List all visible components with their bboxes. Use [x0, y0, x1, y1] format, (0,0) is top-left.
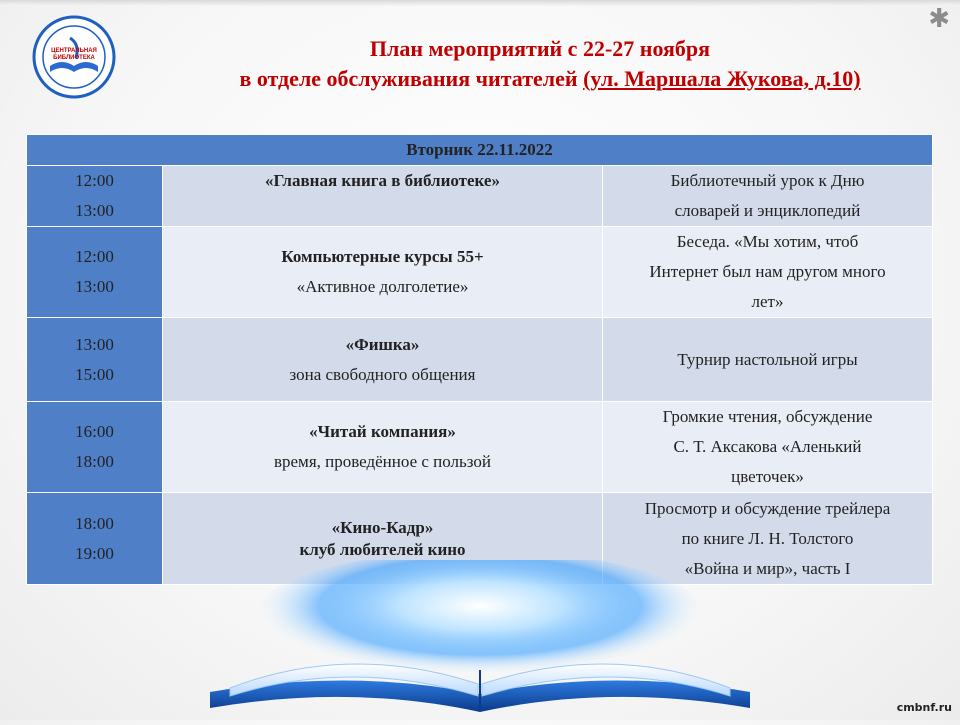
end-time: 19:00 — [75, 543, 114, 563]
event-subtitle: зона свободного общения — [289, 364, 476, 384]
event-subtitle: клуб любителей кино — [299, 539, 466, 559]
title-line1: План мероприятий с 22-27 ноября — [369, 36, 711, 61]
description-line: Библиотечный урок к Дню — [670, 171, 865, 190]
event-title: «Читай компания» — [309, 422, 456, 441]
page-title — [130, 34, 950, 94]
svg-text:ЦЕНТРАЛЬНАЯ: ЦЕНТРАЛЬНАЯ — [51, 48, 97, 54]
svg-text:БИБЛИОТЕКА: БИБЛИОТЕКА — [53, 55, 95, 61]
table-row — [27, 227, 933, 318]
description-cell — [603, 166, 933, 227]
table-row — [27, 318, 933, 402]
title-line2 — [130, 64, 950, 94]
description-line: Беседа. «Мы хотим, чтоб — [676, 232, 859, 251]
time-cell — [27, 318, 163, 402]
schedule-table — [26, 134, 933, 585]
start-time: 12:00 — [75, 171, 114, 190]
description-line: Интернет был нам другом много — [649, 262, 886, 281]
start-time: 12:00 — [75, 247, 114, 266]
event-subtitle: «Активное долголетие» — [296, 277, 469, 296]
time-cell — [27, 166, 163, 227]
start-time: 18:00 — [75, 513, 114, 533]
event-cell — [163, 318, 603, 402]
description-line: лет» — [751, 292, 784, 311]
start-time: 16:00 — [75, 422, 114, 441]
description-line: Турнир настольной игры — [677, 349, 858, 369]
event-subtitle: время, проведённое с пользой — [273, 452, 491, 471]
description-line: Просмотр и обсуждение трейлера — [644, 498, 891, 518]
event-cell — [163, 402, 603, 493]
end-time: 13:00 — [75, 201, 114, 220]
description-cell — [603, 402, 933, 493]
time-cell — [27, 227, 163, 318]
open-book-icon — [200, 560, 760, 720]
watermark: cmbnf.ru — [896, 701, 952, 714]
table-row — [27, 166, 933, 227]
start-time: 13:00 — [75, 334, 114, 354]
title-line2-prefix: в отделе обслуживания читателей — [239, 66, 584, 91]
description-line: С. Т. Аксакова «Аленький — [673, 437, 862, 456]
end-time: 18:00 — [75, 452, 114, 471]
description-line: словарей и энциклопедий — [674, 201, 861, 220]
day-header: Вторник 22.11.2022 — [27, 135, 933, 166]
description-cell — [603, 227, 933, 318]
description-cell — [603, 318, 933, 402]
title-address: (ул. Маршала Жукова, д.10) — [583, 66, 861, 91]
star-icon: ✱ — [928, 4, 950, 34]
library-logo — [30, 14, 118, 100]
table-row — [27, 402, 933, 493]
event-title: «Фишка» — [345, 334, 420, 354]
description-line: цветочек» — [731, 467, 804, 486]
event-title: «Главная книга в библиотеке» — [265, 171, 500, 190]
event-title: Компьютерные курсы 55+ — [281, 247, 484, 266]
time-cell — [27, 402, 163, 493]
event-cell — [163, 166, 603, 227]
description-line: по книге Л. Н. Толстого — [681, 528, 854, 548]
event-title: «Кино-Кадр» — [331, 517, 434, 537]
time-cell — [27, 493, 163, 585]
description-line: «Война и мир», часть I — [684, 558, 851, 578]
description-line: Громкие чтения, обсуждение — [662, 407, 873, 426]
end-time: 15:00 — [75, 364, 114, 384]
top-border — [0, 0, 960, 6]
event-cell — [163, 227, 603, 318]
end-time: 13:00 — [75, 277, 114, 296]
